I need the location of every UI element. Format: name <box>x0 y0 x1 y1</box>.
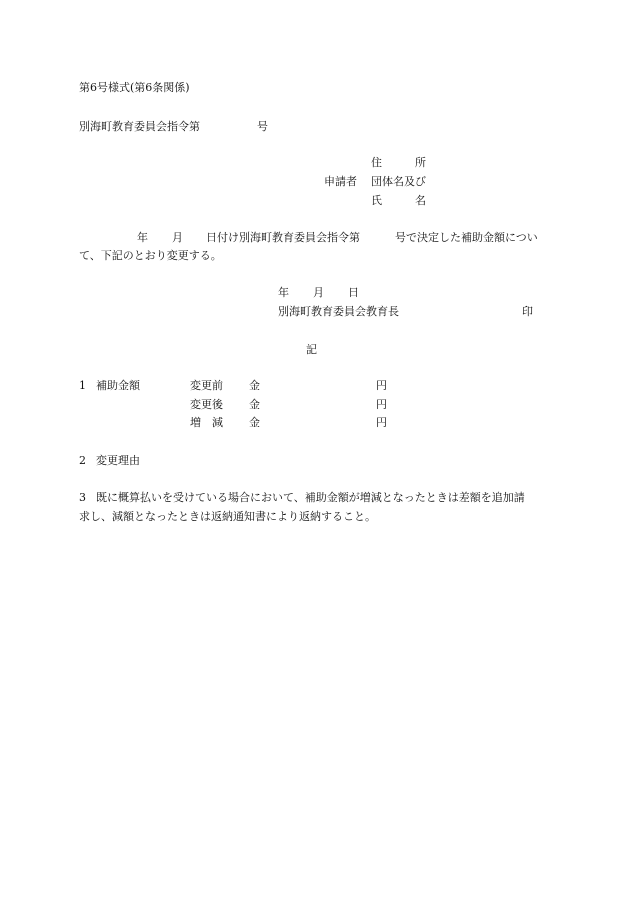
row-before-prefix: 金 <box>249 379 260 392</box>
body-year: 年 <box>137 231 148 244</box>
body-text-line2: て、下記のとおり変更する。 <box>79 249 222 262</box>
item-3-line-2: 求し、減額となったときは返納通知書により返納すること。 <box>79 510 376 523</box>
item-2-label: 変更理由 <box>96 454 140 467</box>
date-month: 月 <box>313 286 324 299</box>
row-diff-prefix: 金 <box>249 416 260 429</box>
date-year: 年 <box>278 286 289 299</box>
item-3-number: 3 <box>79 491 86 504</box>
applicant-label: 申請者 <box>324 175 357 188</box>
row-before-unit: 円 <box>376 379 387 392</box>
body-text-1: 日付け別海町教育委員会指令第 <box>206 231 360 244</box>
directive-prefix: 別海町教育委員会指令第 <box>79 120 200 133</box>
item-2-number: 2 <box>79 454 86 467</box>
group-name-label: 団体名及び <box>371 175 426 188</box>
row-after-label: 変更後 <box>190 398 223 411</box>
item-3-line-1: 既に概算払いを受けている場合において、補助金額が増減となったときは差額を追加請 <box>96 491 525 504</box>
row-after-prefix: 金 <box>249 398 260 411</box>
item-1-number: 1 <box>79 379 86 392</box>
address-label: 住 所 <box>371 156 426 169</box>
row-before-label: 変更前 <box>190 379 223 392</box>
issuer-title: 別海町教育委員会教育長 <box>278 305 399 318</box>
row-diff-label: 増 減 <box>190 416 223 429</box>
date-day: 日 <box>348 286 359 299</box>
name-label: 氏 名 <box>371 194 426 207</box>
row-after-unit: 円 <box>376 398 387 411</box>
form-number: 第6号様式(第6条関係) <box>79 81 190 94</box>
body-text-2: 号で決定した補助金額につい <box>395 231 538 244</box>
seal-mark: 印 <box>522 305 533 318</box>
body-month: 月 <box>172 231 183 244</box>
row-diff-unit: 円 <box>376 416 387 429</box>
directive-suffix: 号 <box>257 120 268 133</box>
item-1-label: 補助金額 <box>96 379 140 392</box>
ki-heading: 記 <box>306 343 317 356</box>
